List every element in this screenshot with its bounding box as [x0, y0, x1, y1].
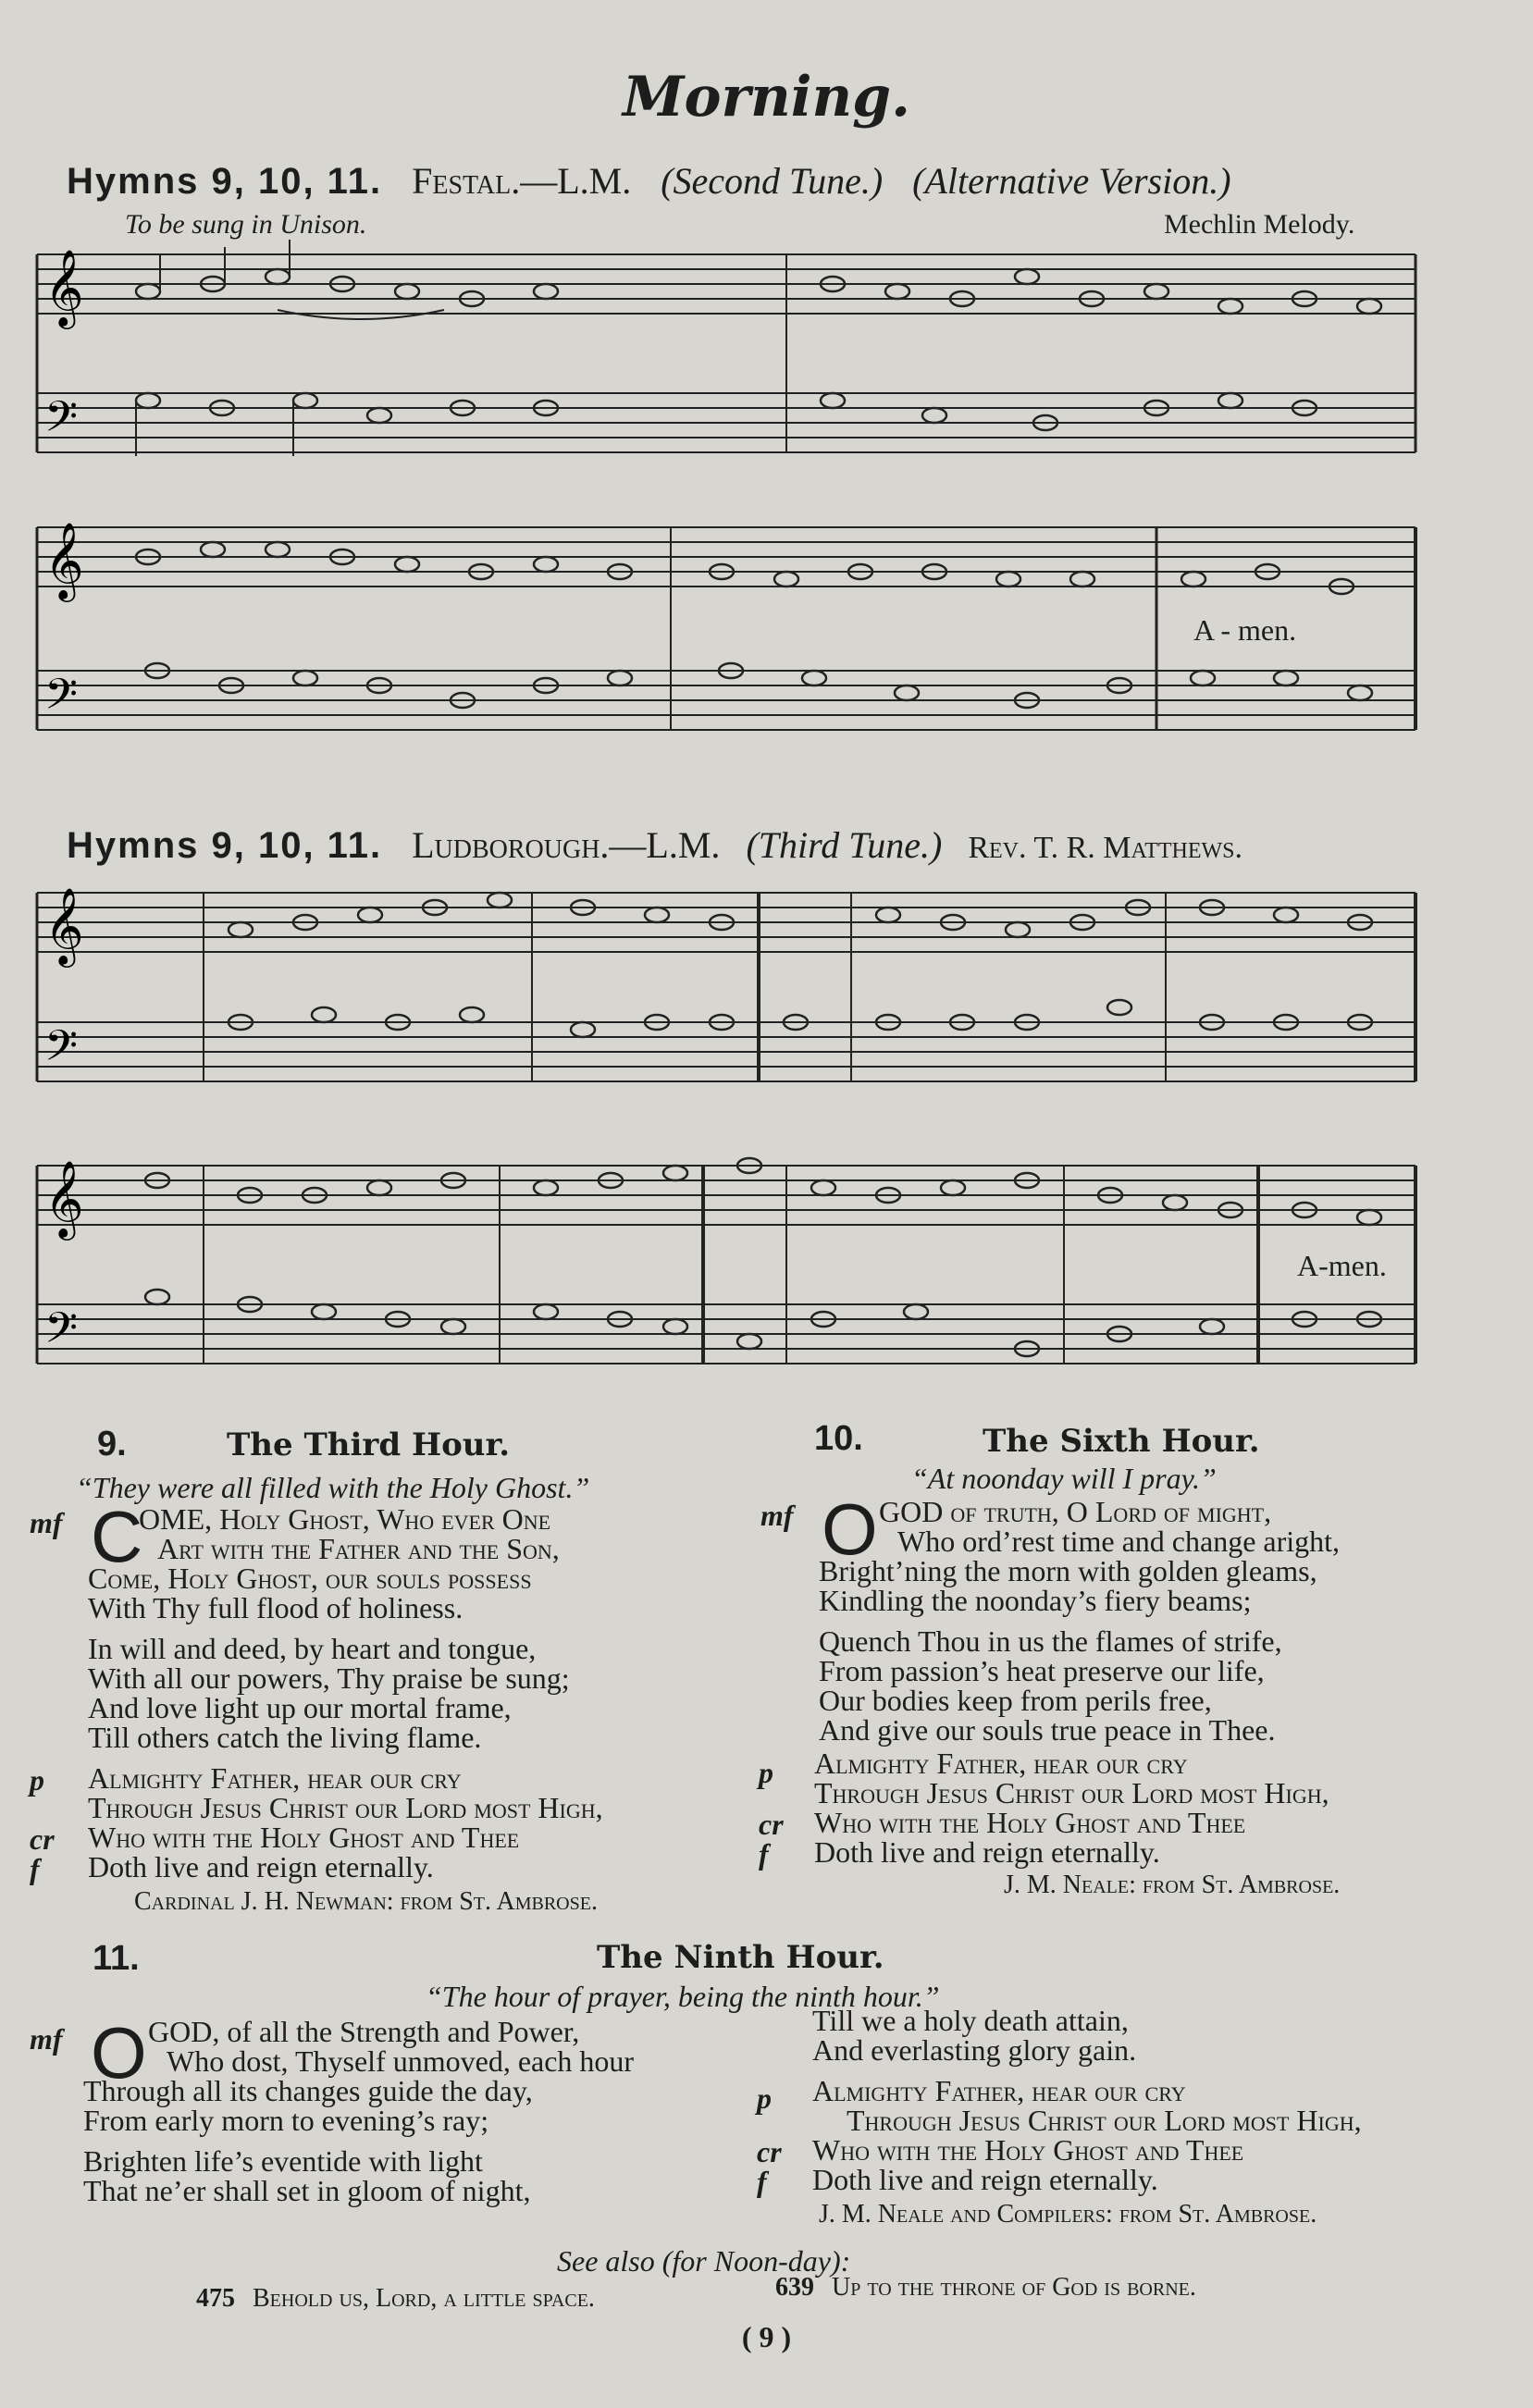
verse-line: Who with the Holy Ghost and Thee: [812, 2133, 1244, 2167]
dynamic-mark: cr: [757, 2135, 782, 2168]
verse-line: Almighty Father, hear our cry: [88, 1761, 462, 1795]
see-also-label: See also (for Noon-day):: [557, 2244, 851, 2278]
verse-line: Our bodies keep from perils free,: [819, 1684, 1212, 1717]
verse-line: Through all its changes guide the day,: [83, 2074, 533, 2107]
tune-note: (Second Tune.): [661, 160, 884, 202]
hymn-credit: J. M. Neale: from St. Ambrose.: [1004, 1871, 1341, 1899]
composer: Mechlin Melody.: [1164, 209, 1355, 240]
verse-line: Art with the Father and the Son,: [157, 1532, 560, 1565]
hymn-number: 10.: [814, 1419, 863, 1458]
verse-line: Almighty Father, hear our cry: [812, 2074, 1186, 2107]
see-also-ref: [196, 2283, 595, 2314]
verse-line: Almighty Father, hear our cry: [814, 1747, 1188, 1780]
verse-line: Kindling the noonday’s fiery beams;: [819, 1584, 1252, 1617]
ref-number: 475: [196, 2284, 235, 2313]
verse-line: And everlasting glory gain.: [812, 2033, 1137, 2067]
drop-cap: O: [91, 2012, 147, 2093]
verse-line: With all our powers, Thy praise be sung;: [88, 1661, 570, 1695]
verse-line: From passion’s heat preserve our life,: [819, 1654, 1265, 1687]
see-also-ref: [775, 2272, 1196, 2303]
verse-line: Doth live and reign eternally.: [812, 2163, 1158, 2196]
dynamic-mark: mf: [30, 1506, 63, 1539]
hymn-title: The Third Hour.: [227, 1426, 511, 1463]
hymn-title: The Sixth Hour.: [983, 1423, 1260, 1460]
dynamic-mark: cr: [759, 1808, 784, 1841]
verse-line: Who with the Holy Ghost and Thee: [88, 1821, 520, 1854]
verse-line: And give our souls true peace in Thee.: [819, 1713, 1276, 1747]
section-title: Morning.: [623, 65, 910, 130]
verse-line: OME, Holy Ghost, Who ever One: [139, 1502, 551, 1536]
dynamic-mark: p: [759, 1756, 773, 1789]
hymn-title: The Ninth Hour.: [597, 1939, 884, 1976]
version-note: (Alternative Version.): [912, 160, 1231, 202]
dynamic-mark: f: [759, 1837, 769, 1871]
verse-line: Through Jesus Christ our Lord most High,: [847, 2104, 1362, 2137]
verse-line: Who ord’rest time and change aright,: [897, 1525, 1341, 1558]
hymn-numbers: Hymns 9, 10, 11.: [67, 161, 383, 202]
svg-text:𝄢: 𝄢: [44, 670, 79, 730]
tune-name: Festal.—L.M.: [412, 160, 632, 202]
staff-system-3: [28, 865, 1434, 1115]
verse-line: Who with the Holy Ghost and Thee: [814, 1806, 1246, 1839]
verse-line: With Thy full flood of holiness.: [88, 1591, 464, 1624]
staff-system-4: [28, 1138, 1434, 1406]
verse-line: Come, Holy Ghost, our souls possess: [88, 1562, 532, 1595]
svg-text:𝄞: 𝄞: [44, 1159, 84, 1237]
svg-text:𝄢: 𝄢: [44, 1021, 79, 1081]
hymn-epigraph: “They were all filled with the Holy Ghost.”: [76, 1471, 590, 1504]
hymn-numbers: Hymns 9, 10, 11.: [67, 825, 383, 866]
ref-number: 639: [775, 2273, 814, 2302]
dynamic-mark: f: [757, 2165, 767, 2198]
verse-line: GOD, of all the Strength and Power,: [148, 2015, 580, 2048]
dynamic-mark: mf: [30, 2022, 63, 2056]
verse-line: Till we a holy death attain,: [812, 2004, 1129, 2037]
svg-text:𝄢: 𝄢: [44, 392, 79, 452]
verse-line: Doth live and reign eternally.: [814, 1835, 1160, 1869]
hymn-header-2: [67, 823, 1242, 867]
dynamic-mark: mf: [760, 1499, 794, 1532]
verse-line: Bright’ning the morn with golden gleams,: [819, 1554, 1317, 1587]
verse-line: That ne’er shall set in gloom of night,: [83, 2174, 531, 2207]
dynamic-mark: p: [30, 1763, 44, 1797]
svg-text:𝄞: 𝄞: [44, 248, 84, 326]
hymn-number: 11.: [93, 1939, 140, 1978]
direction: To be sung in Unison.: [125, 209, 367, 240]
tune-note: (Third Tune.): [746, 824, 943, 866]
verse-line: Quench Thou in us the flames of strife,: [819, 1624, 1282, 1658]
verse-line: GOD of truth, O Lord of might,: [879, 1495, 1272, 1528]
drop-cap: O: [822, 1488, 878, 1570]
verse-line: Doth live and reign eternally.: [88, 1850, 434, 1883]
verse-line: Who dost, Thyself unmoved, each hour: [167, 2044, 635, 2078]
verse-line: Through Jesus Christ our Lord most High,: [88, 1791, 603, 1824]
hymn-header-1: [67, 159, 1231, 203]
verse-line: In will and deed, by heart and tongue,: [88, 1632, 537, 1665]
svg-text:𝄢: 𝄢: [44, 1303, 79, 1364]
amen-ludborough: A-men.: [1297, 1249, 1387, 1282]
hymn-number: 9.: [97, 1425, 127, 1463]
staff-system-1: [28, 236, 1434, 486]
hymn-epigraph: “The hour of prayer, being the ninth hour.”: [426, 1980, 940, 2013]
dynamic-mark: f: [30, 1852, 40, 1885]
verse-line: Brighten life’s eventide with light: [83, 2144, 483, 2178]
drop-cap: C: [91, 1496, 143, 1577]
ref-text: Behold us, Lord, a little space.: [253, 2284, 595, 2313]
verse-line: Through Jesus Christ our Lord most High,: [814, 1776, 1329, 1809]
tune-name: Ludborough.—L.M.: [412, 824, 721, 866]
hymn-credit: Cardinal J. H. Newman: from St. Ambrose.: [134, 1887, 598, 1916]
hymn-epigraph: “At noonday will I pray.”: [911, 1462, 1217, 1495]
verse-line: Till others catch the living flame.: [88, 1721, 482, 1754]
verse-line: And love light up our mortal frame,: [88, 1691, 512, 1724]
page-number: ( 9 ): [741, 2320, 792, 2353]
dynamic-mark: p: [757, 2081, 772, 2115]
amen-festal: A - men.: [1193, 613, 1297, 647]
composer: Rev. T. R. Matthews.: [968, 831, 1243, 865]
dynamic-mark: cr: [30, 1822, 55, 1856]
svg-text:𝄞: 𝄞: [44, 521, 84, 599]
verse-line: From early morn to evening’s ray;: [83, 2104, 489, 2137]
hymn-credit: J. M. Neale and Compilers: from St. Ambrose.: [819, 2200, 1317, 2229]
svg-text:𝄞: 𝄞: [44, 886, 84, 964]
ref-text: Up to the throne of God is borne.: [832, 2273, 1196, 2302]
